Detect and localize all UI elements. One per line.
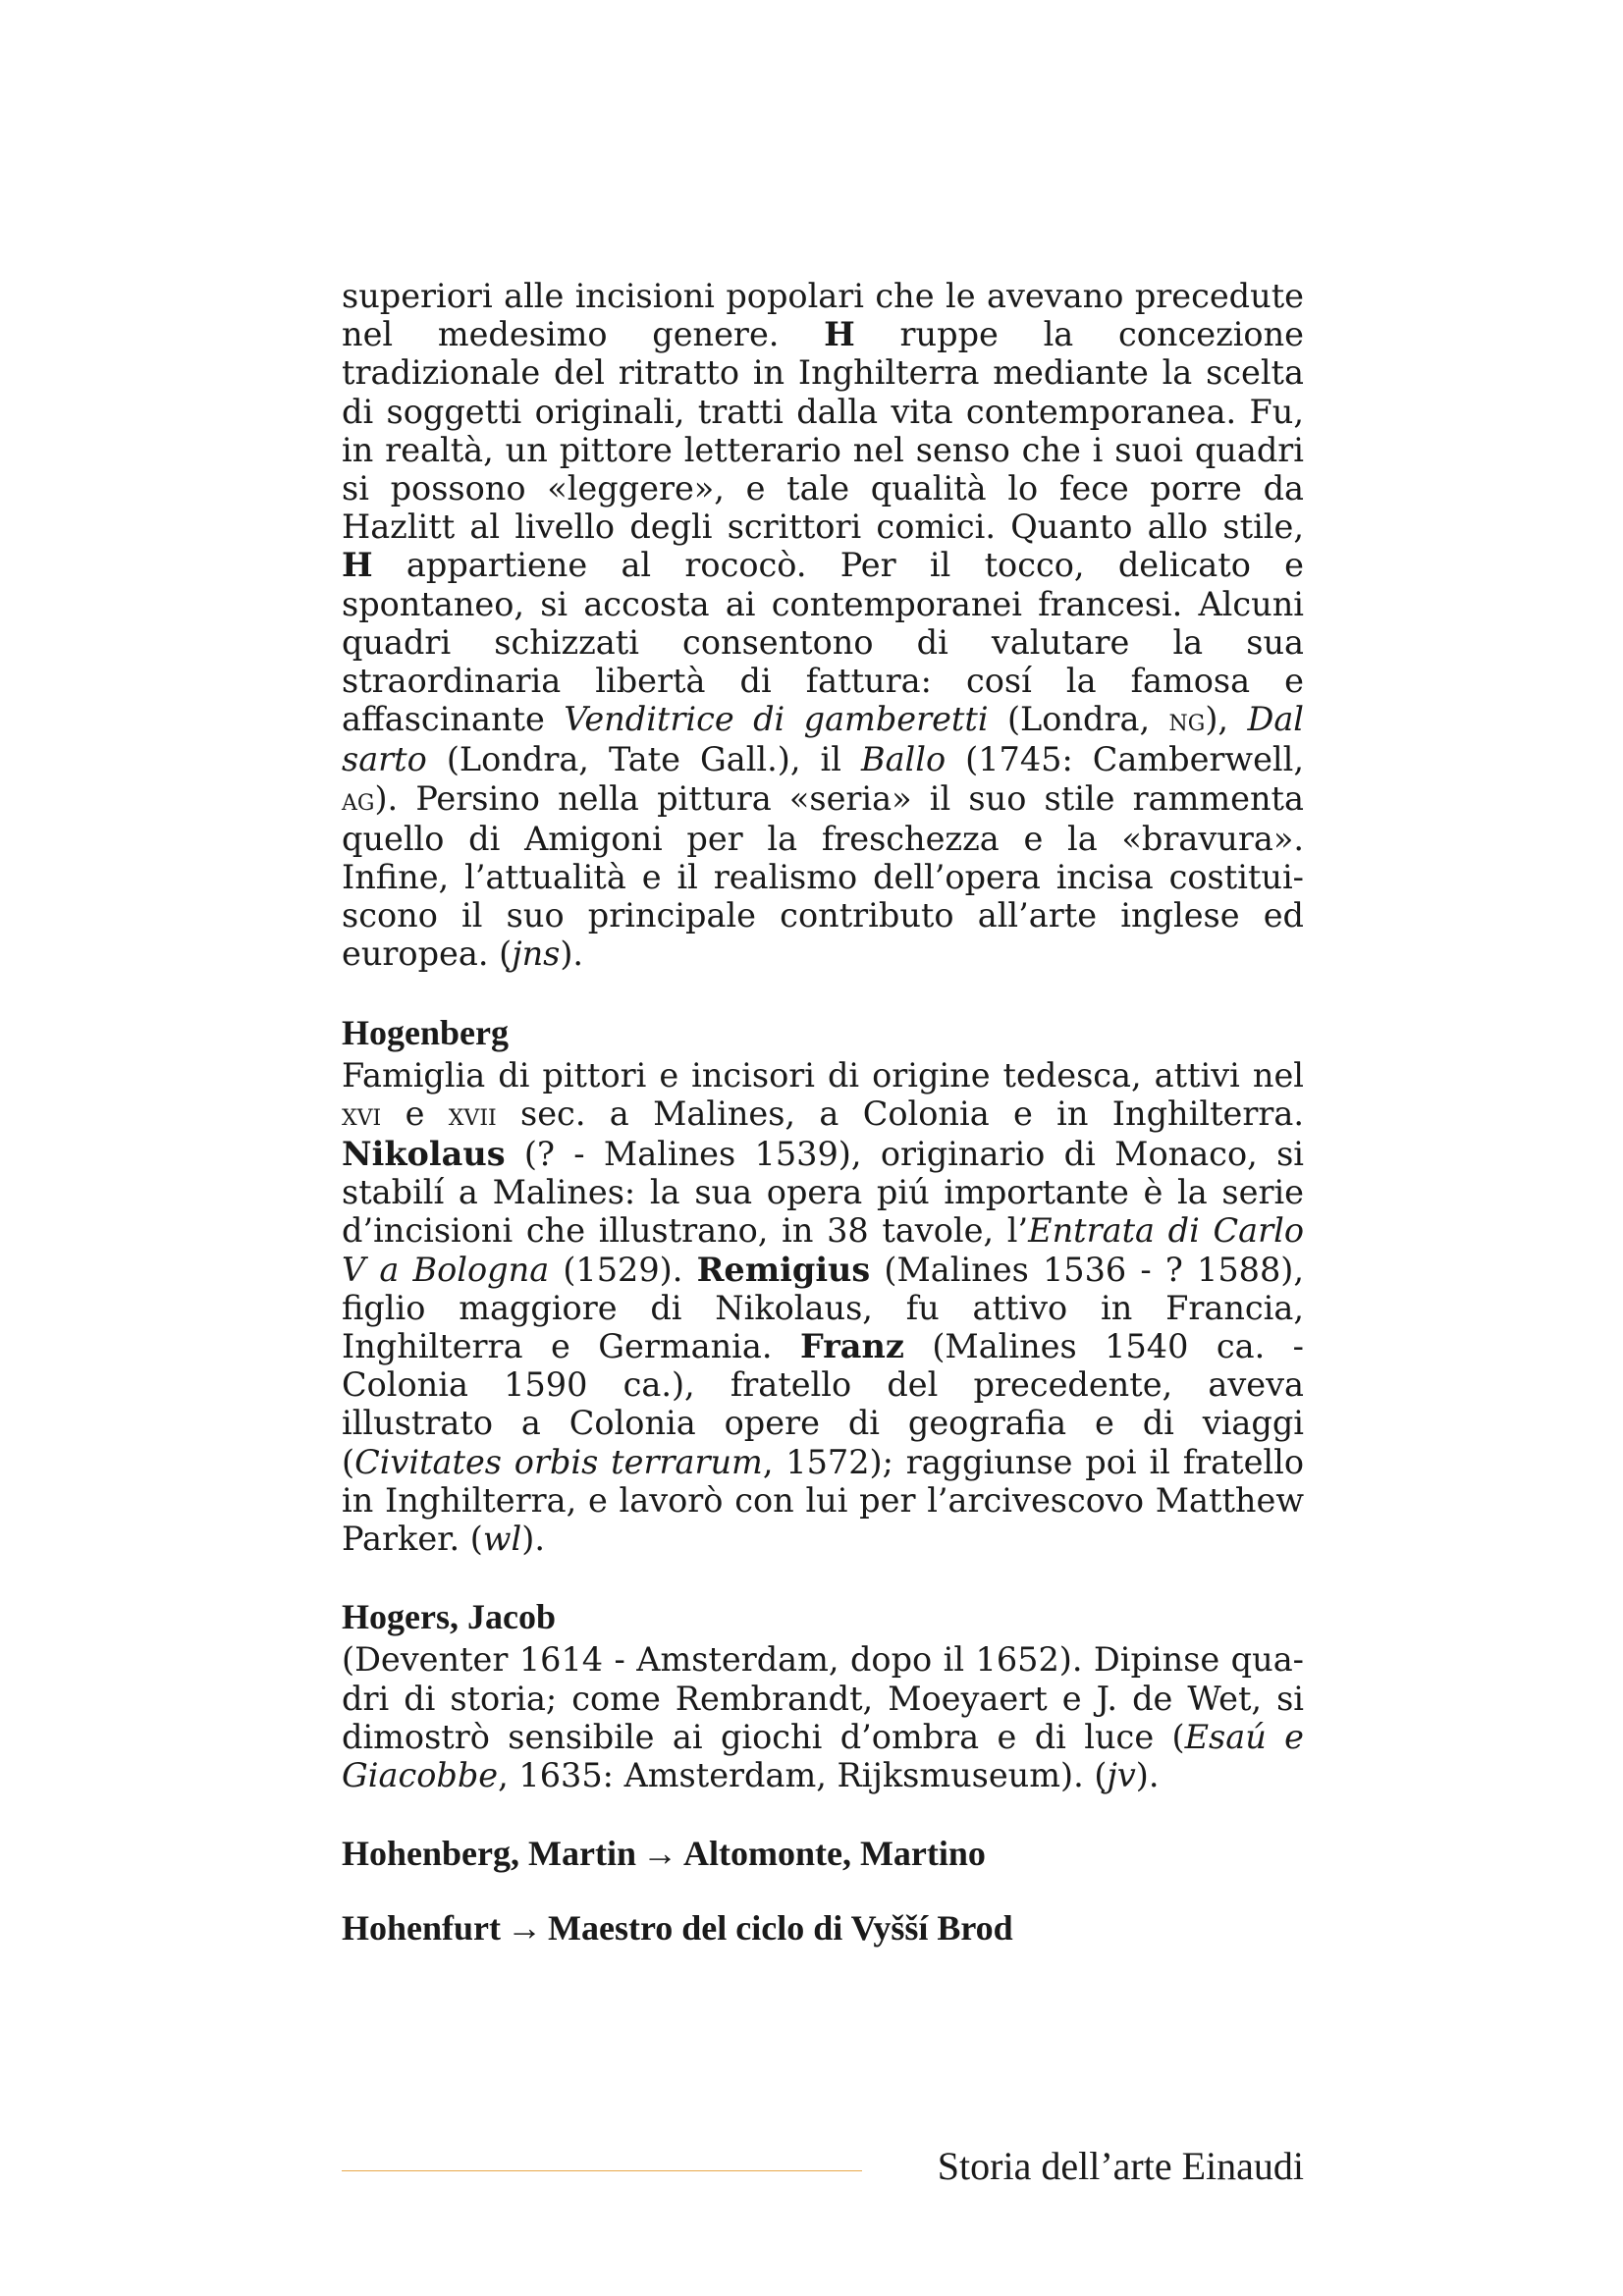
xref-to[interactable]: Maestro del ciclo di Vyšší Brod: [548, 1908, 1013, 1949]
text-run: (? - Malines 1539), originario di Monaco, si stabilí a Malines: la sua opera piú importante è la serie d’incisioni che illustrano, in 38 tavole, l’: [342, 1135, 1304, 1251]
abbrev-h: H: [824, 315, 855, 354]
artwork-title: Civitates orbis terrarum: [354, 1442, 763, 1481]
xref-to[interactable]: Altomonte, Martino: [682, 1834, 986, 1874]
text-run: Famiglia di pittori e incisori di origine tedesca, attivi nel: [342, 1055, 1304, 1095]
author-initials: wl: [482, 1520, 522, 1559]
text-run: superiori alle incisioni popolari che le avevano precedute nel medesimo genere.: [342, 277, 1304, 354]
cross-reference-hohenfurt: [342, 1908, 1304, 1948]
text-run: (Londra, Tate Gall.), il: [426, 740, 861, 779]
artwork-title: Esaú e Giacobbe: [342, 1717, 1304, 1794]
arrow-right-icon: →: [641, 1834, 677, 1874]
text-run: ).: [560, 934, 584, 974]
century: xvii: [448, 1096, 497, 1133]
text-run: , 1635: Amsterdam, Rijksmuseum). (: [498, 1755, 1108, 1794]
abbrev-h: H: [342, 546, 373, 585]
cross-reference-hohenberg: [342, 1834, 1304, 1873]
artwork-title: Ballo: [860, 740, 947, 779]
entry-hogers-body: [342, 1640, 1304, 1794]
arrow-right-icon: →: [507, 1908, 542, 1949]
author-initials: jv: [1107, 1755, 1136, 1794]
text-run: (1745: Camberwell,: [946, 740, 1304, 779]
footer-rule: [342, 2170, 862, 2171]
text-run: sec. a Malines, a Colonia e in Inghilterra.: [496, 1094, 1304, 1133]
artwork-title: Dal sarto: [342, 700, 1305, 779]
xref-from: Hohenfurt: [342, 1908, 501, 1949]
text-run: (Malines 1540 ca. - Colonia 1590 ca.), fratello del precedente, aveva illustrato a Colonia opere di geografia e di viaggi (: [342, 1327, 1304, 1481]
text-run: (1529).: [549, 1250, 697, 1289]
century: xvi: [342, 1096, 382, 1133]
museum-abbrev: ng: [1168, 703, 1206, 739]
artwork-title: Venditrice di gamberetti: [564, 700, 989, 739]
footer-title: Storia dell’arte Einaudi: [937, 2144, 1304, 2188]
text-run: ),: [1205, 700, 1248, 739]
person-name: Franz: [799, 1327, 904, 1366]
text-run: ruppe la concezione tradizionale del ritratto in Inghilterra mediante la scelta di soggetti originali, tratti dalla vita contemporanea. Fu, in realtà, un pittore letterario nel senso che i suoi quadri si possono «leggere», e tale qualità lo fece porre da Hazlitt al livello degli scrittori comici. Quanto allo stile,: [342, 315, 1305, 547]
text-run: (Malines 1536 - ? 1588), figlio maggiore di Nikolaus, fu attivo in Francia, Inghilterra e Germania.: [342, 1250, 1304, 1366]
entry-title-hogers: Hogers, Jacob: [342, 1597, 556, 1637]
text-run: e: [381, 1094, 449, 1133]
text-run: ).: [1135, 1755, 1160, 1794]
artwork-title: Entrata di Carlo V a Bologna: [342, 1211, 1305, 1289]
text-run: ).: [521, 1520, 545, 1559]
text-run: (Deventer 1614 - Amsterdam, dopo il 1652). Dipinse quadri di storia; come Rembrandt, Moeyaert e J. de Wet, si dimostrò sensibile ai giochi d’ombra e di luce (: [342, 1640, 1304, 1756]
museum-abbrev: ag: [342, 781, 375, 818]
text-run: ). Persino nella pittura «seria» il suo stile rammenta quello di Amigoni per la freschezza e la «bravura». Infine, l’attualità e il realismo dell’opera incisa costituiscono il suo principale contributo all’arte inglese ed europea. (: [342, 778, 1304, 974]
text-run: appartiene al rococò. Per il tocco, delicato e spontaneo, si accosta ai contemporanei francesi. Alcuni quadri schizzati consentono di valutare la sua straordinaria libertà di fattura: cosí la famosa e affascinante: [342, 546, 1304, 739]
entry-hogenberg-body: [342, 1056, 1304, 1559]
person-name: Nikolaus: [342, 1135, 506, 1174]
text-run: , 1572); raggiunse poi il fratello in Inghilterra, e lavorò con lui per l’arcivescovo Matthew Parker. (: [342, 1442, 1304, 1559]
entry-hogarth-continuation: [342, 277, 1304, 974]
entry-title-hogenberg: Hogenberg: [342, 1012, 509, 1052]
person-name: Remigius: [696, 1250, 871, 1289]
page-body: [342, 277, 1304, 1951]
text-run: (Londra,: [988, 700, 1169, 739]
xref-from: Hohenberg, Martin: [342, 1834, 636, 1874]
author-initials: jns: [512, 934, 561, 974]
